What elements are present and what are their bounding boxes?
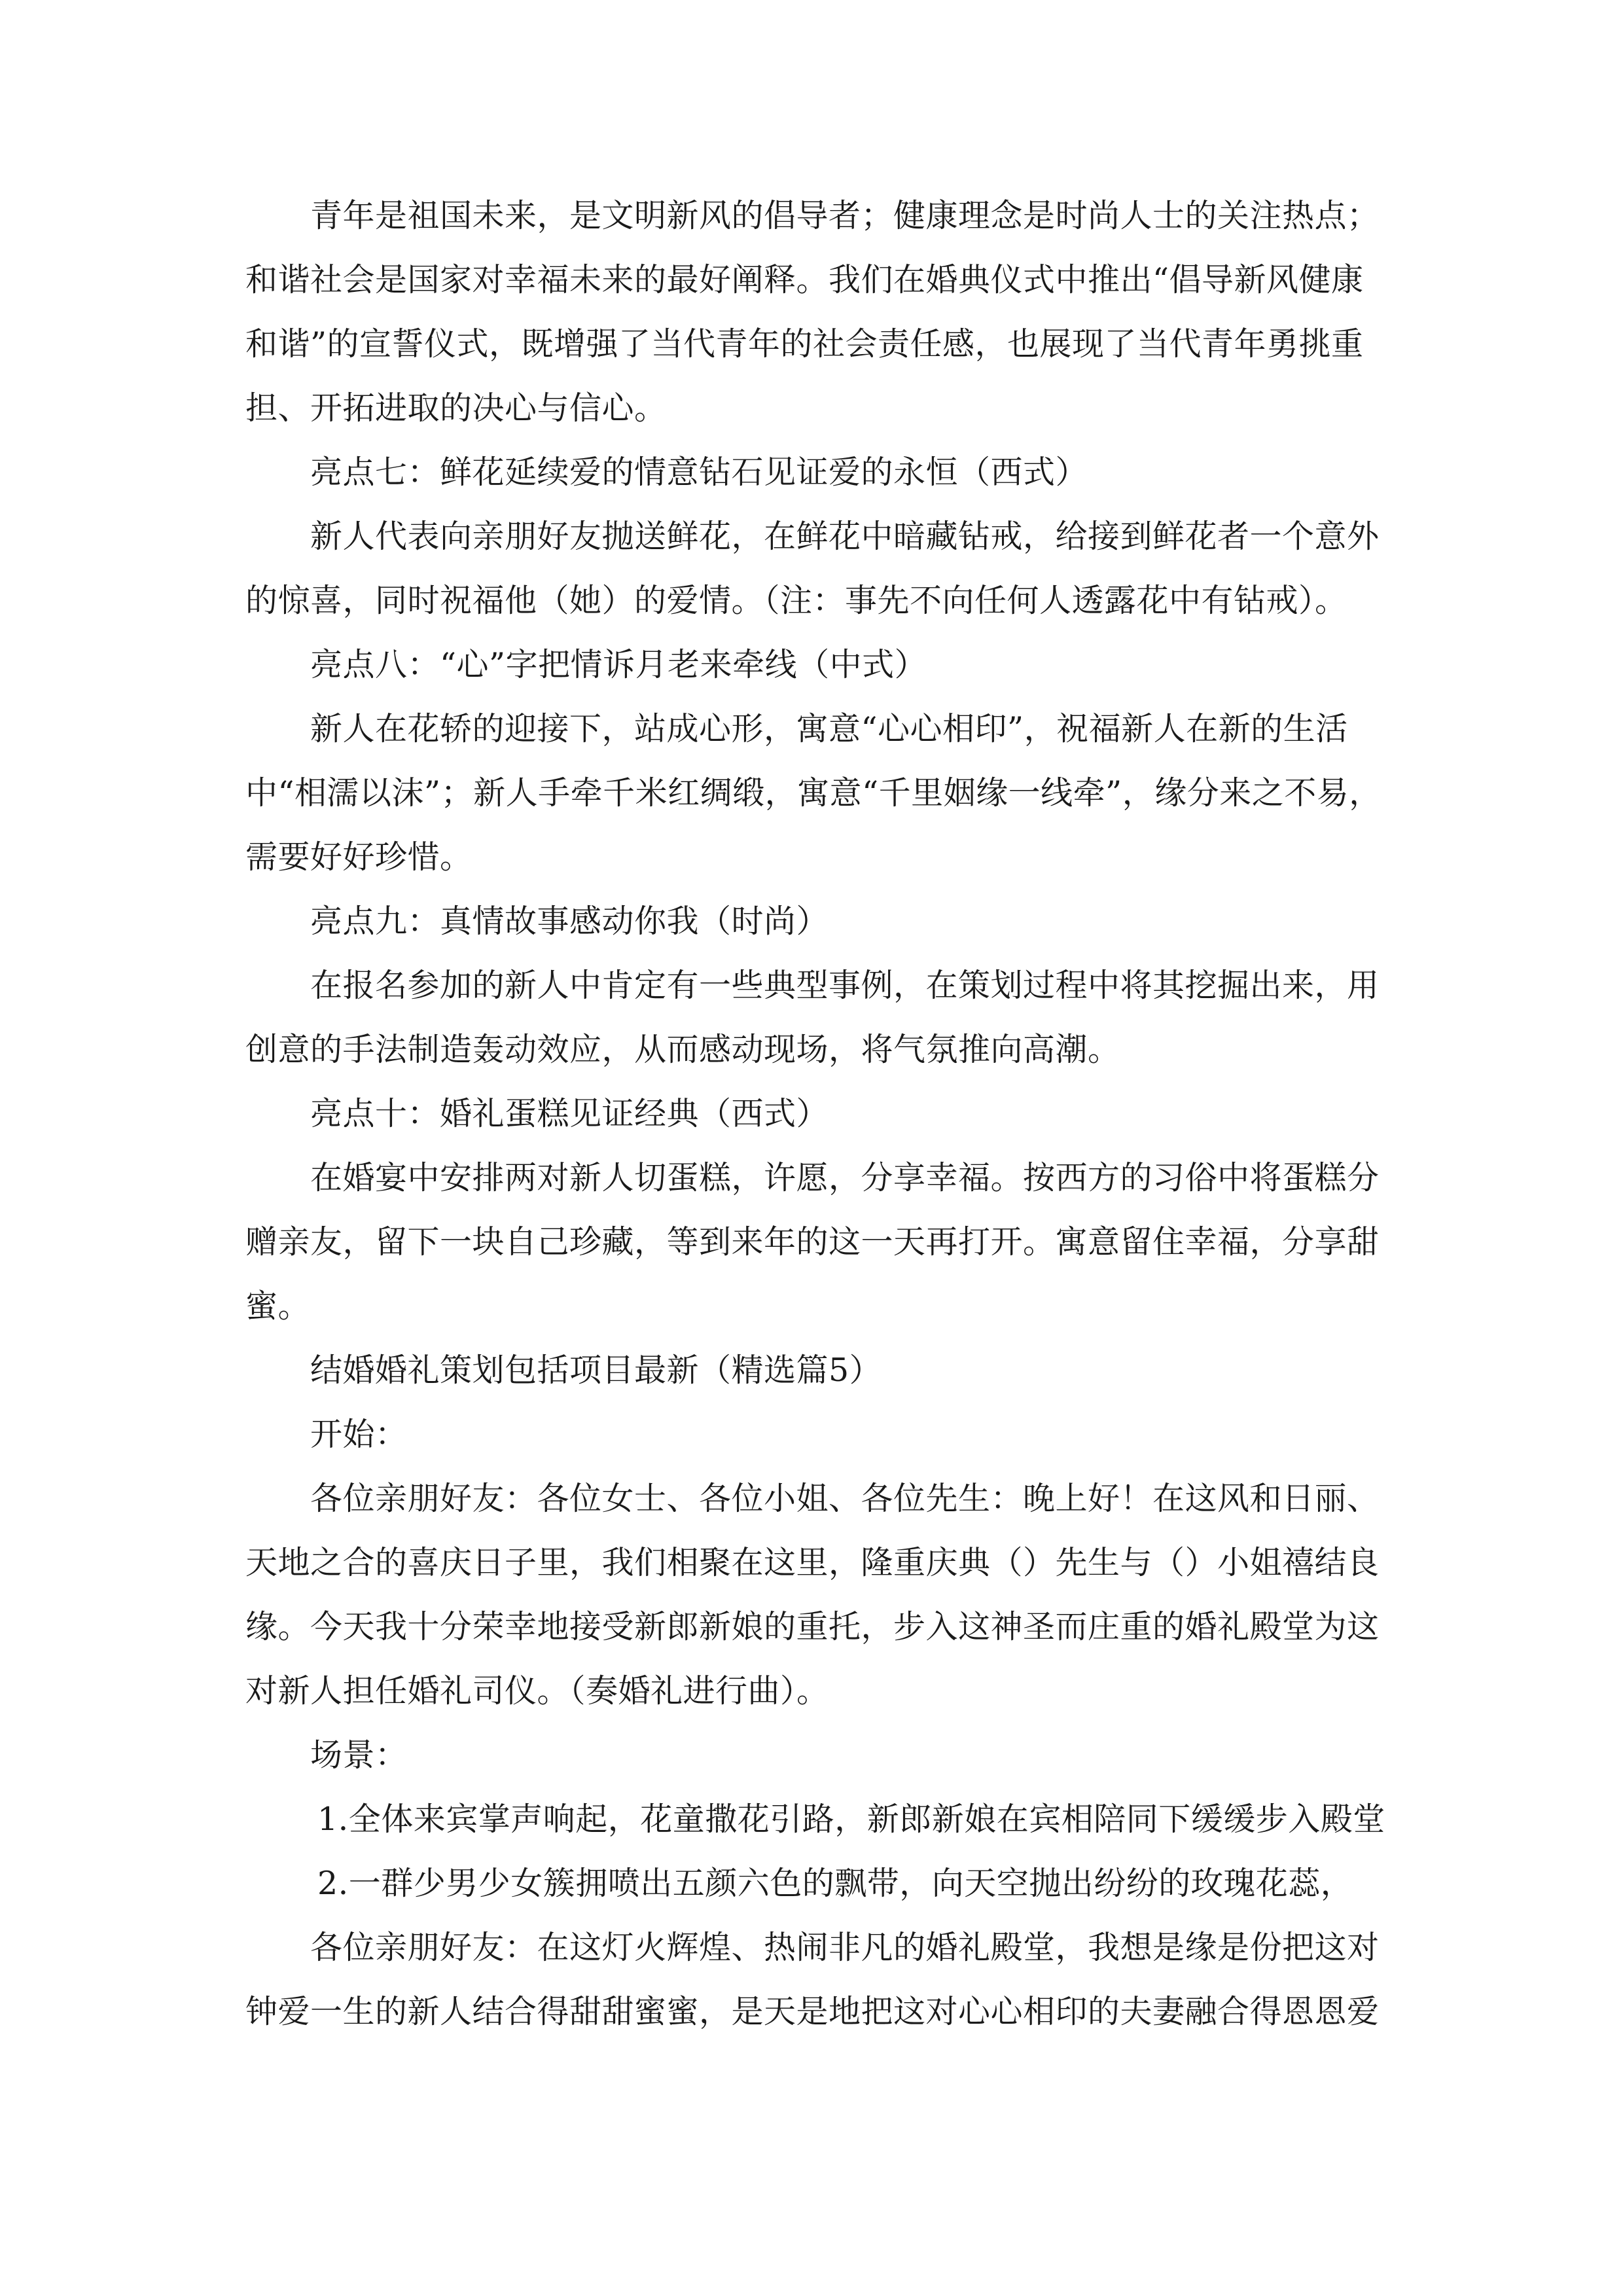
paragraph-line: 担、开拓进取的决心与信心。	[245, 389, 667, 427]
list-item: 2.一群少男少女簇拥喷出五颜六色的飘带，向天空抛出纷纷的玫瑰花蕊，	[317, 1865, 1353, 1902]
paragraph-line: 缘。今天我十分荣幸地接受新郎新娘的重托，步入这神圣而庄重的婚礼殿堂为这	[245, 1608, 1380, 1645]
paragraph-line: 新人在花轿的迎接下，站成心形，寓意“心心相印”，祝福新人在新的生活	[310, 710, 1348, 747]
paragraph-line: 和谐社会是国家对幸福未来的最好阐释。我们在婚典仪式中推出“倡导新风健康	[245, 261, 1364, 298]
paragraph-line: 青年是祖国未来，是文明新风的倡导者；健康理念是时尚人士的关注热点；	[310, 197, 1380, 234]
section-heading: 亮点九：真情故事感动你我（时尚）	[310, 903, 829, 940]
list-item: 1.全体来宾掌声响起，花童撒花引路，新郎新娘在宾相陪同下缓缓步入殿堂	[317, 1801, 1385, 1838]
paragraph-line: 各位亲朋好友：在这灯火辉煌、热闹非凡的婚礼殿堂，我想是缘是份把这对	[310, 1929, 1380, 1966]
section-heading: 场景：	[310, 1736, 408, 1774]
section-heading: 亮点八：“心”字把情诉月老来牵线（中式）	[310, 646, 927, 683]
paragraph-line: 对新人担任婚礼司仪。（奏婚礼进行曲）。	[245, 1672, 829, 1710]
article-title: 结婚婚礼策划包括项目最新（精选篇5）	[310, 1352, 882, 1389]
paragraph-line: 和谐”的宣誓仪式，既增强了当代青年的社会责任感，也展现了当代青年勇挑重	[245, 325, 1364, 363]
paragraph-line: 新人代表向亲朋好友抛送鲜花，在鲜花中暗藏钻戒，给接到鲜花者一个意外	[310, 518, 1380, 555]
paragraph-line: 需要好好珍惜。	[245, 838, 473, 876]
paragraph-line: 钟爱一生的新人结合得甜甜蜜蜜，是天是地把这对心心相印的夫妻融合得恩恩爱	[245, 1993, 1380, 2030]
section-heading: 亮点十：婚礼蛋糕见证经典（西式）	[310, 1095, 829, 1132]
paragraph-line: 在报名参加的新人中肯定有一些典型事例，在策划过程中将其挖掘出来，用	[310, 967, 1380, 1004]
paragraph-line: 天地之合的喜庆日子里，我们相聚在这里，隆重庆典（）先生与（）小姐禧结良	[245, 1544, 1380, 1581]
paragraph-line: 赠亲友，留下一块自己珍藏，等到来年的这一天再打开。寓意留住幸福，分享甜	[245, 1223, 1380, 1261]
paragraph-line: 创意的手法制造轰动效应，从而感动现场，将气氛推向高潮。	[245, 1031, 1120, 1068]
paragraph-line: 蜜。	[245, 1287, 311, 1325]
paragraph-line: 的惊喜，同时祝福他（她）的爱情。（注：事先不向任何人透露花中有钻戒）。	[245, 582, 1347, 619]
paragraph-line: 中“相濡以沫”；新人手牵千米红绸缎，寓意“千里姻缘一线牵”，缘分来之不易，	[245, 774, 1382, 812]
section-heading: 开始：	[310, 1416, 408, 1453]
section-heading: 亮点七：鲜花延续爱的情意钻石见证爱的永恒（西式）	[310, 454, 1088, 491]
paragraph-line: 在婚宴中安排两对新人切蛋糕，许愿，分享幸福。按西方的习俗中将蛋糕分	[310, 1159, 1380, 1196]
paragraph-line: 各位亲朋好友：各位女士、各位小姐、各位先生：晚上好！在这风和日丽、	[310, 1480, 1380, 1517]
